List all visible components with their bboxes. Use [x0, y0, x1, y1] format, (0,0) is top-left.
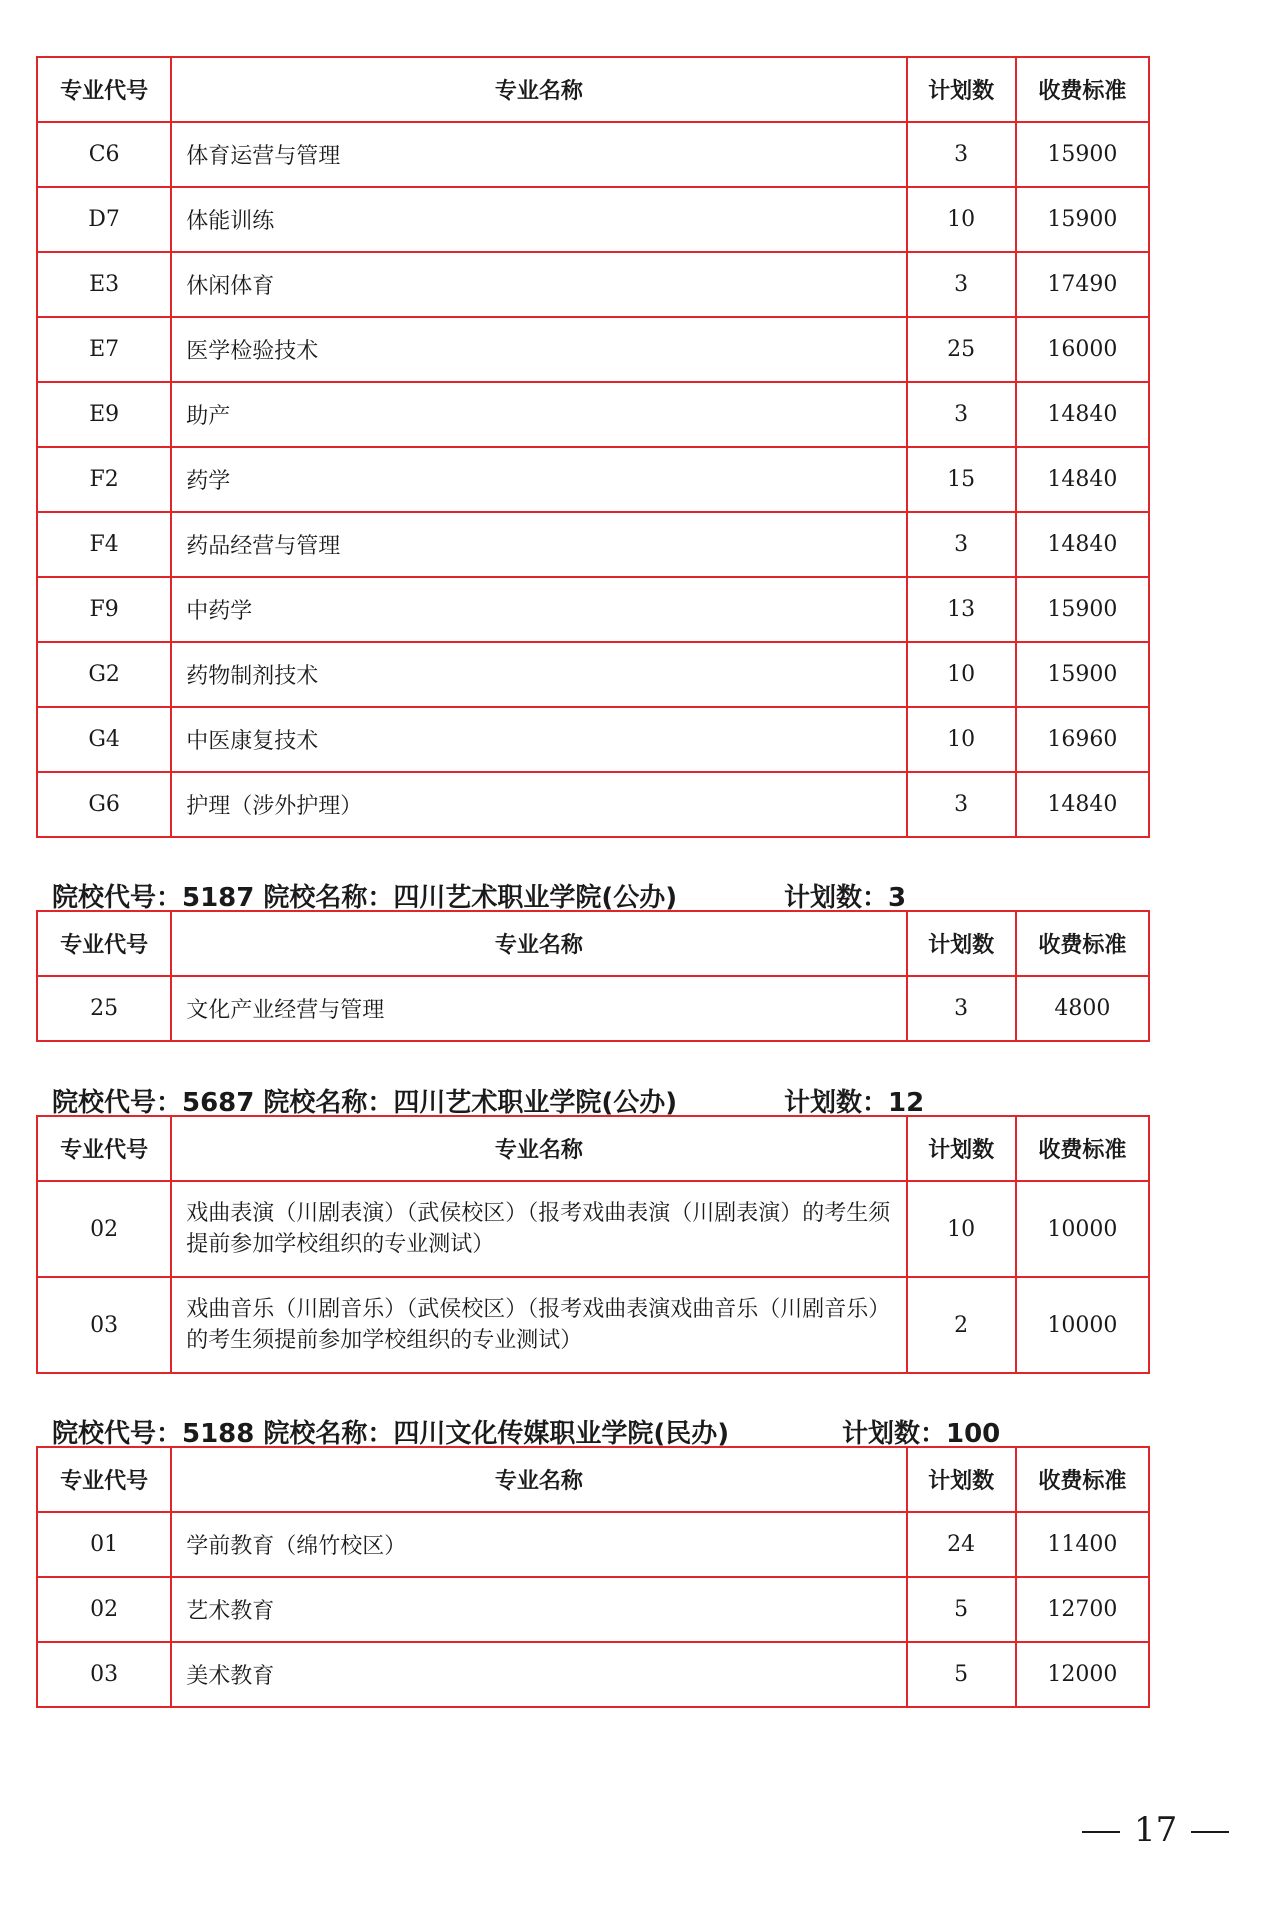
plan-cell: 10	[907, 1181, 1016, 1277]
name-cell: 体能训练	[171, 187, 906, 252]
plan-cell: 15	[907, 447, 1016, 512]
fee-cell: 16960	[1016, 707, 1149, 772]
fee-cell: 4800	[1016, 976, 1149, 1041]
header-fee: 收费标准	[1016, 1447, 1149, 1512]
school-heading-5187	[52, 877, 907, 914]
header-name: 专业名称	[171, 1447, 906, 1512]
header-plan: 计划数	[907, 1116, 1016, 1181]
code-cell: 01	[37, 1512, 171, 1577]
fee-cell: 12700	[1016, 1577, 1149, 1642]
fee-cell: 15900	[1016, 187, 1149, 252]
table-row	[37, 772, 1149, 837]
school-heading-5188	[52, 1413, 1001, 1450]
plan-cell: 25	[907, 317, 1016, 382]
name-cell: 戏曲音乐（川剧音乐）（武侯校区）（报考戏曲表演戏曲音乐（川剧音乐）的考生须提前参加学校组织的专业测试）	[171, 1277, 906, 1373]
table-row	[37, 1277, 1149, 1373]
table-row	[37, 122, 1149, 187]
table-row	[37, 1642, 1149, 1707]
school-heading-5687	[52, 1082, 925, 1119]
fee-cell: 17490	[1016, 252, 1149, 317]
plan-cell: 3	[907, 976, 1016, 1041]
header-name: 专业名称	[171, 911, 906, 976]
table-row	[37, 642, 1149, 707]
plan-cell: 10	[907, 707, 1016, 772]
header-plan: 计划数	[907, 57, 1016, 122]
table-row	[37, 317, 1149, 382]
table-row	[37, 447, 1149, 512]
plan-cell: 5	[907, 1577, 1016, 1642]
table-header-row	[37, 57, 1149, 122]
fee-cell: 11400	[1016, 1512, 1149, 1577]
fee-cell: 16000	[1016, 317, 1149, 382]
table-row	[37, 1512, 1149, 1577]
code-cell: 02	[37, 1577, 171, 1642]
header-fee: 收费标准	[1016, 1116, 1149, 1181]
header-code: 专业代号	[37, 911, 171, 976]
plan-cell: 10	[907, 642, 1016, 707]
fee-cell: 14840	[1016, 512, 1149, 577]
table-row	[37, 707, 1149, 772]
page-number	[1068, 1810, 1243, 1850]
name-cell: 休闲体育	[171, 252, 906, 317]
header-code: 专业代号	[37, 1116, 171, 1181]
table-row	[37, 512, 1149, 577]
plan-cell: 13	[907, 577, 1016, 642]
code-cell: 03	[37, 1277, 171, 1373]
name-cell: 护理（涉外护理）	[171, 772, 906, 837]
plan-cell: 3	[907, 772, 1016, 837]
table-row	[37, 252, 1149, 317]
header-code: 专业代号	[37, 57, 171, 122]
code-cell: F9	[37, 577, 171, 642]
plan-cell: 3	[907, 512, 1016, 577]
plan-cell: 24	[907, 1512, 1016, 1577]
name-cell: 文化产业经营与管理	[171, 976, 906, 1041]
code-cell: G4	[37, 707, 171, 772]
name-cell: 药学	[171, 447, 906, 512]
name-cell: 艺术教育	[171, 1577, 906, 1642]
fee-cell: 12000	[1016, 1642, 1149, 1707]
code-cell: E7	[37, 317, 171, 382]
fee-cell: 15900	[1016, 577, 1149, 642]
fee-cell: 15900	[1016, 122, 1149, 187]
fee-cell: 14840	[1016, 772, 1149, 837]
plan-cell: 5	[907, 1642, 1016, 1707]
code-cell: C6	[37, 122, 171, 187]
school-plan-count: 计划数：12	[784, 1088, 925, 1118]
fee-cell: 10000	[1016, 1277, 1149, 1373]
school-plan-count: 计划数：3	[784, 883, 907, 913]
header-fee: 收费标准	[1016, 57, 1149, 122]
code-cell: D7	[37, 187, 171, 252]
code-cell: 03	[37, 1642, 171, 1707]
plan-cell: 3	[907, 252, 1016, 317]
name-cell: 体育运营与管理	[171, 122, 906, 187]
name-cell: 美术教育	[171, 1642, 906, 1707]
table-header-row	[37, 1447, 1149, 1512]
major-table-2	[36, 910, 1150, 1042]
fee-cell: 14840	[1016, 447, 1149, 512]
name-cell: 药品经营与管理	[171, 512, 906, 577]
code-cell: E9	[37, 382, 171, 447]
plan-cell: 2	[907, 1277, 1016, 1373]
plan-cell: 10	[907, 187, 1016, 252]
header-code: 专业代号	[37, 1447, 171, 1512]
dash-left	[1082, 1831, 1120, 1833]
name-cell: 中医康复技术	[171, 707, 906, 772]
header-plan: 计划数	[907, 1447, 1016, 1512]
code-cell: 02	[37, 1181, 171, 1277]
table-row	[37, 577, 1149, 642]
school-plan-count: 计划数：100	[842, 1419, 1001, 1449]
name-cell: 药物制剂技术	[171, 642, 906, 707]
name-cell: 助产	[171, 382, 906, 447]
school-info: 院校代号：5188 院校名称：四川文化传媒职业学院(民办)	[52, 1419, 730, 1449]
dash-right	[1191, 1831, 1229, 1833]
code-cell: F2	[37, 447, 171, 512]
code-cell: E3	[37, 252, 171, 317]
table-row	[37, 1181, 1149, 1277]
header-fee: 收费标准	[1016, 911, 1149, 976]
name-cell: 戏曲表演（川剧表演）（武侯校区）（报考戏曲表演（川剧表演）的考生须提前参加学校组织的专业测试）	[171, 1181, 906, 1277]
table-header-row	[37, 1116, 1149, 1181]
fee-cell: 15900	[1016, 642, 1149, 707]
fee-cell: 14840	[1016, 382, 1149, 447]
table-row	[37, 382, 1149, 447]
code-cell: G6	[37, 772, 171, 837]
code-cell: 25	[37, 976, 171, 1041]
table-row	[37, 1577, 1149, 1642]
header-name: 专业名称	[171, 1116, 906, 1181]
name-cell: 学前教育（绵竹校区）	[171, 1512, 906, 1577]
page-number-text: 17	[1134, 1810, 1178, 1850]
plan-cell: 3	[907, 382, 1016, 447]
major-table-3	[36, 1115, 1150, 1374]
table-header-row	[37, 911, 1149, 976]
header-plan: 计划数	[907, 911, 1016, 976]
school-info: 院校代号：5687 院校名称：四川艺术职业学院(公办)	[52, 1088, 678, 1118]
major-table-1	[36, 56, 1150, 838]
table-row	[37, 187, 1149, 252]
plan-cell: 3	[907, 122, 1016, 187]
code-cell: F4	[37, 512, 171, 577]
fee-cell: 10000	[1016, 1181, 1149, 1277]
name-cell: 中药学	[171, 577, 906, 642]
code-cell: G2	[37, 642, 171, 707]
school-info: 院校代号：5187 院校名称：四川艺术职业学院(公办)	[52, 883, 678, 913]
name-cell: 医学检验技术	[171, 317, 906, 382]
header-name: 专业名称	[171, 57, 906, 122]
major-table-4	[36, 1446, 1150, 1708]
table-row	[37, 976, 1149, 1041]
